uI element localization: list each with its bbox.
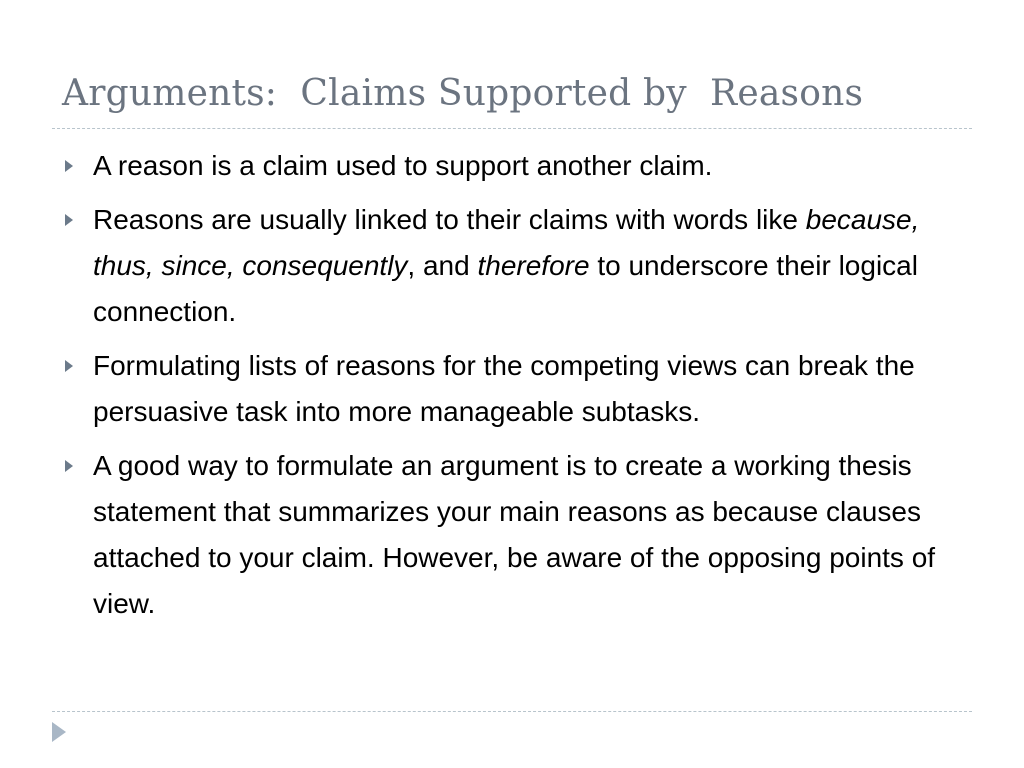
triangle-bullet-icon	[65, 214, 73, 226]
bullet-item-2	[62, 197, 972, 335]
bullet-text: A reason is a claim used to support another claim.	[93, 150, 713, 181]
title-divider	[52, 128, 972, 129]
bullet-text: A good way to formulate an argument is to create a working thesis statement that summarizes your main reasons as because clauses attached to your claim. However, be aware of the opposing points of view.	[93, 450, 936, 619]
bullet-item-1	[62, 143, 972, 189]
triangle-bullet-icon	[65, 360, 73, 372]
next-slide-arrow-icon[interactable]	[52, 722, 66, 742]
bullet-text-middle: , and	[407, 250, 478, 281]
bullet-item-3	[62, 343, 972, 435]
bullet-list	[62, 143, 972, 635]
bullet-item-4	[62, 443, 972, 627]
italic-therefore: therefore	[477, 250, 590, 281]
footer-divider	[52, 711, 972, 712]
slide-title: Arguments: Claims Supported by Reasons	[62, 73, 864, 114]
triangle-bullet-icon	[65, 160, 73, 172]
bullet-text-after: to underscore their logical connection.	[93, 250, 918, 327]
bullet-text-before: Reasons are usually linked to their claims with words like	[93, 204, 806, 235]
bullet-text: Formulating lists of reasons for the competing views can break the persuasive task into more manageable subtasks.	[93, 350, 915, 427]
bullet-text	[93, 204, 919, 327]
triangle-bullet-icon	[65, 460, 73, 472]
italic-connectives: because, thus, since, consequently	[93, 204, 920, 281]
